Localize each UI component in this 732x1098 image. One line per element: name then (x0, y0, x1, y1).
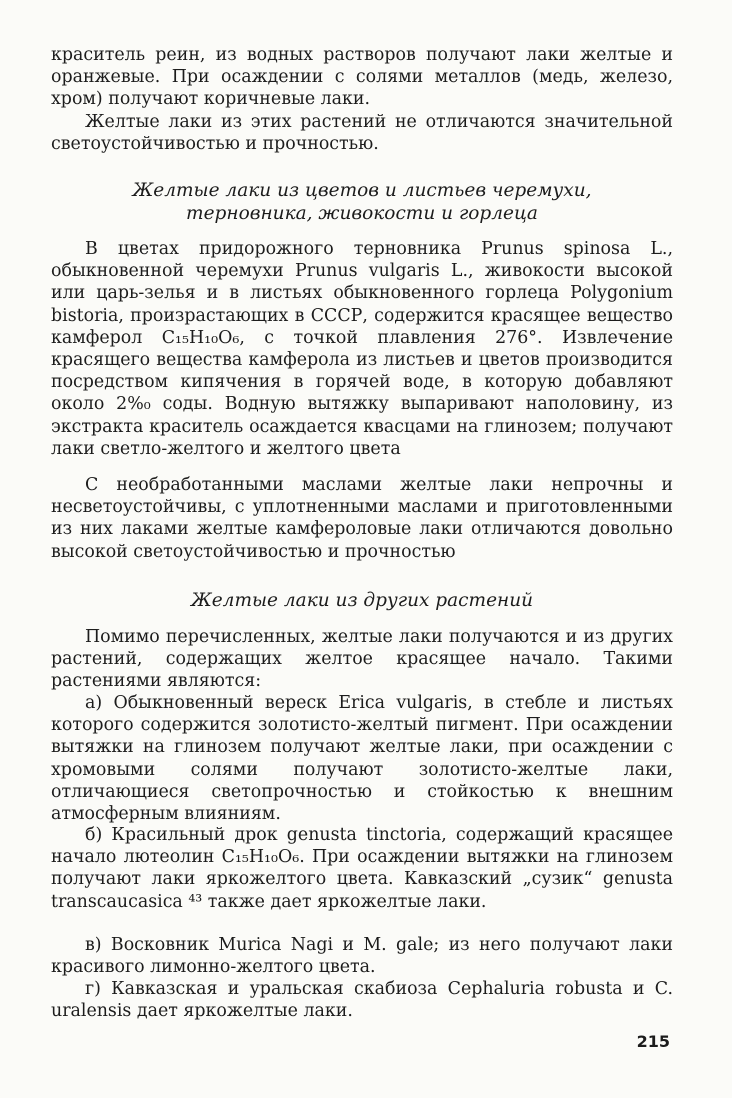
paragraph-light-fastness: Желтые лаки из этих растений не отличаются значительной светоустойчивостью и прочностью. (51, 112, 673, 155)
list-item-bayberry: в) Восковник Murica Nagi и M. gale; из него получают лаки красивого лимонно-желтого цвета. (51, 935, 673, 978)
paragraph-intro-other-plants: Помимо перечисленных, желтые лаки получаются и из других растений, содержащих желтое красящее начало. Такими растениями являются: (51, 627, 673, 692)
section-heading-other-plants: Желтые лаки из других растений (190, 590, 534, 611)
list-item-scabious: г) Кавказская и уральская скабиоза Cephaluria robusta и C. uralensis дает яркожелтые лаки. (51, 979, 673, 1022)
section-heading-line-1: Желтые лаки из цветов и листьев черемухи, (132, 180, 592, 201)
section-heading-cherry (51, 180, 673, 225)
paragraph-kaempferol: В цветах придорожного терновника Prunus spinosa L., обыкновенной черемухи Prunus vulgaris L., живокости высокой или царь-зелья и в листьях обыкновенного горлеца Polygonium bistoria, произрастающих в СССР, содержится красящее вещество камферол C₁₅H₁₀O₆, с точкой плавления 276°. Извлечение красящего вещества камферола из листьев и цветов производится посредством кипячения в горячей воде, в которую добавляют около 2%₀ соды. Водную вытяжку выпаривают наполовину, из экстракта краситель осаждается квасцами на глинозем; получают лаки светло-желтого и желтого цвета (51, 239, 673, 459)
page-number: 215 (636, 1032, 670, 1051)
section-heading-line-2: терновника, живокости и горлеца (186, 202, 538, 224)
paragraph-oils: С необработанными маслами желтые лаки непрочны и несветоустойчивы, с уплотненными маслами и приготовленными из них лаками желтые камфероловые лаки отличаются довольно высокой светоустойчивостью и прочностью (51, 475, 673, 562)
paragraph-dye-rein: краситель реин, из водных растворов получают лаки желтые и оранжевые. При осаждении с солями металлов (медь, железо, хром) получают коричневые лаки. (51, 45, 673, 110)
list-item-dyers-broom: б) Красильный дрок genusta tinctoria, содержащий красящее начало лютеолин C₁₅H₁₀O₆. При осаждении вытяжки на глинозем получают лаки яркожелтого цвета. Кавказский „сузик“ genusta transcaucasica ⁴³ также дает яркожелтые лаки. (51, 825, 673, 912)
list-item-heather: а) Обыкновенный вереск Erica vulgaris, в стебле и листьях которого содержится золотисто-желтый пигмент. При осаждении вытяжки на глинозем получают желтые лаки, при осаждении с хромовыми солями получают золотисто-желтые лаки, отличающиеся светопрочностью и стойкостью к внешним атмосферным влияниям. (51, 693, 673, 825)
